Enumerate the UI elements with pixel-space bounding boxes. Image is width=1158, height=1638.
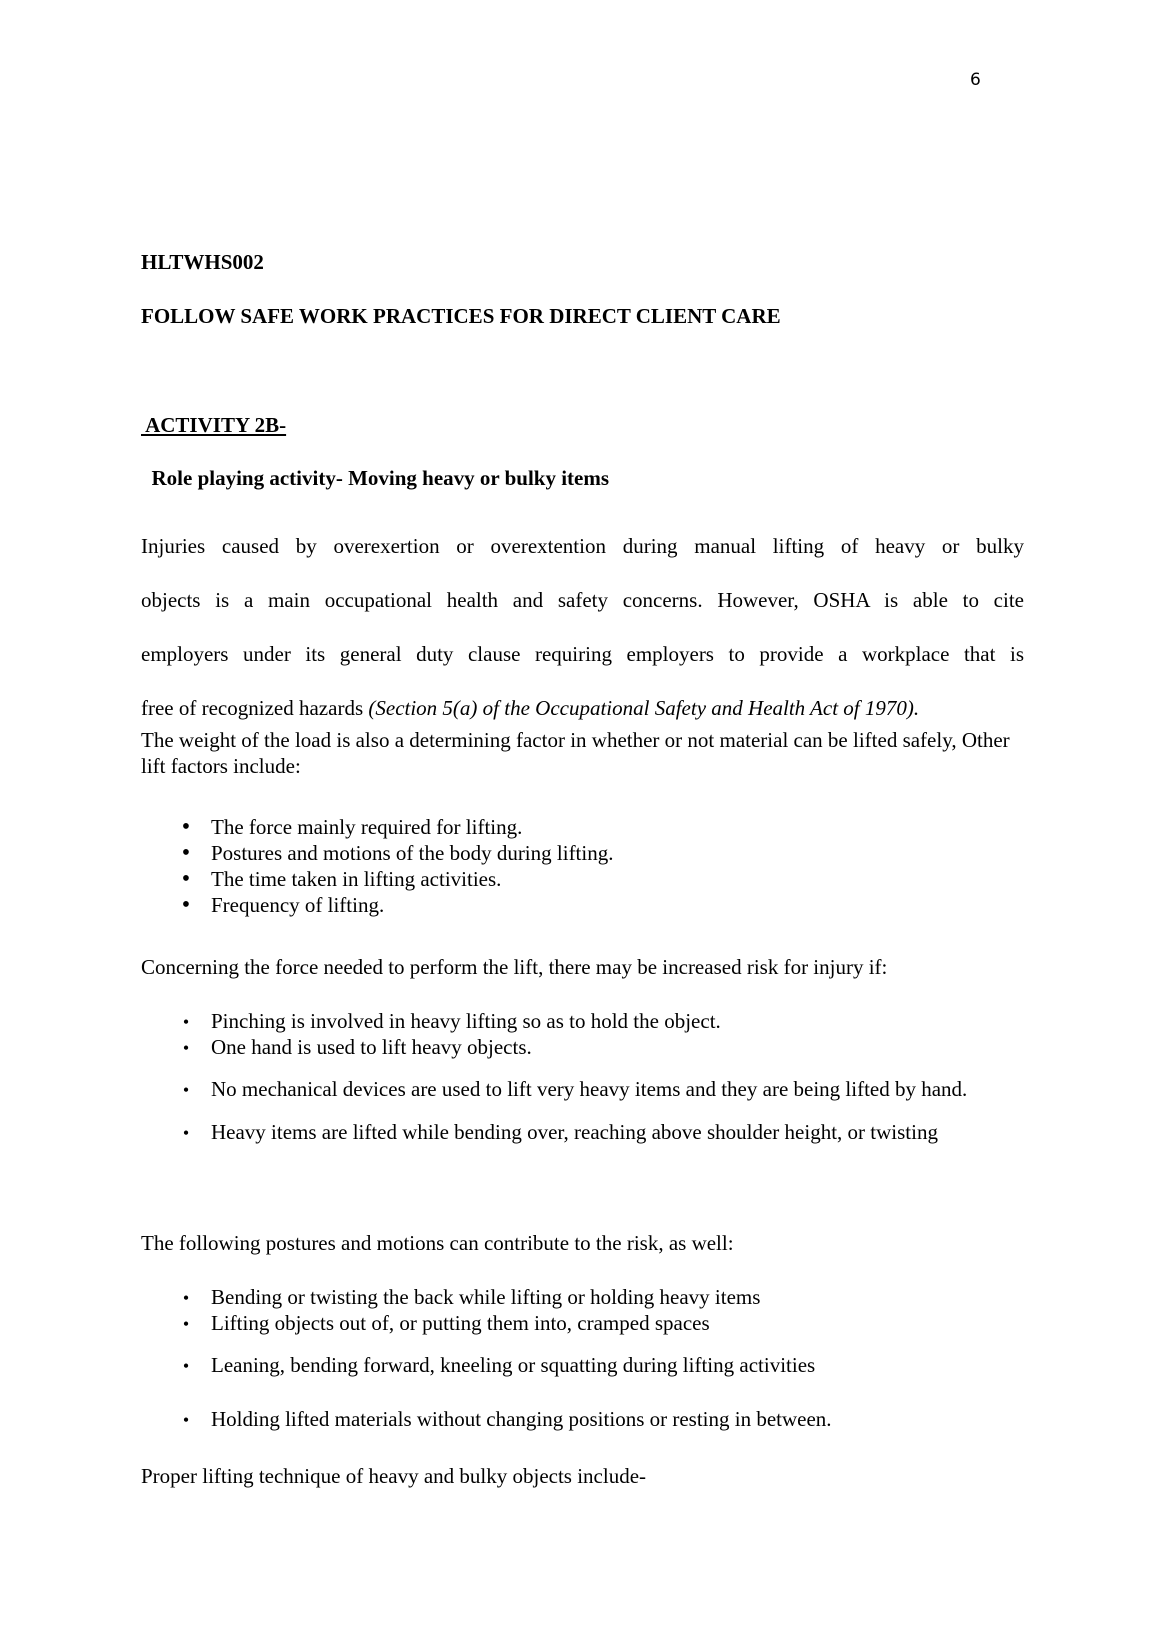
list-item-text: No mechanical devices are used to lift very heavy items and they are being lifted by hand. (211, 1077, 968, 1101)
list-item-text: One hand is used to lift heavy objects. (211, 1035, 532, 1059)
bullet-icon: • (182, 1080, 190, 1100)
intro-line-3: employers under its general duty clause requiring employers to provide a workplace that is (141, 642, 1024, 666)
list-item-text: Frequency of lifting. (211, 893, 385, 917)
list-item (141, 1310, 1024, 1336)
lift-factors-list (141, 814, 1024, 918)
list-item-text: Lifting objects out of, or putting them into, cramped spaces (211, 1311, 710, 1335)
technique-paragraph: Proper lifting technique of heavy and bulky objects include- (141, 1464, 647, 1488)
osha-act-citation: (Section 5(a) of the Occupational Safety and Health Act of 1970). (368, 696, 920, 720)
intro-line-2: objects is a main occupational health and safety concerns. However, OSHA is able to cite (141, 588, 1024, 612)
force-risks-list (141, 1008, 1024, 1145)
list-item (141, 814, 1024, 840)
bullet-icon: • (182, 1356, 190, 1376)
list-item (141, 1284, 1024, 1310)
list-item (141, 1008, 1024, 1034)
list-item (141, 866, 1024, 892)
list-item-text: Postures and motions of the body during lifting. (211, 841, 614, 865)
force-paragraph: Concerning the force needed to perform the lift, there may be increased risk for injury if: (141, 955, 888, 979)
list-item (141, 1034, 1024, 1060)
weight-paragraph: The weight of the load is also a determining factor in whether or not material can be lifted safely, Other lift factors include: (141, 728, 1010, 778)
bullet-icon: • (182, 1123, 190, 1143)
bullet-icon: • (182, 1012, 190, 1032)
list-item (141, 1352, 1024, 1378)
list-item-text: Holding lifted materials without changing positions or resting in between. (211, 1407, 832, 1431)
bullet-icon: • (182, 1314, 190, 1334)
list-item (141, 840, 1024, 866)
list-item (141, 1119, 1024, 1145)
unit-code-heading: HLTWHS002 (141, 250, 264, 274)
list-item (141, 892, 1024, 918)
bullet-icon: • (181, 840, 191, 866)
intro-line-1: Injuries caused by overexertion or overextention during manual lifting of heavy or bulky (141, 534, 1024, 558)
list-item-text: The time taken in lifting activities. (211, 867, 502, 891)
bullet-icon: • (181, 866, 191, 892)
bullet-icon: • (182, 1288, 190, 1308)
list-item-text: The force mainly required for lifting. (211, 815, 523, 839)
bullet-icon: • (181, 814, 191, 840)
activity-heading: ACTIVITY 2B- (141, 413, 287, 437)
posture-risks-list (141, 1284, 1024, 1432)
bullet-icon: • (181, 892, 191, 918)
list-item-text: Pinching is involved in heavy lifting so as to hold the object. (211, 1009, 721, 1033)
unit-title-heading: FOLLOW SAFE WORK PRACTICES FOR DIRECT CLIENT CARE (141, 304, 781, 328)
list-item-text: Heavy items are lifted while bending over, reaching above shoulder height, or twisting (211, 1120, 938, 1144)
activity-subtitle: Role playing activity- Moving heavy or bulky items (141, 466, 610, 490)
bullet-icon: • (182, 1038, 190, 1058)
postures-paragraph: The following postures and motions can contribute to the risk, as well: (141, 1231, 734, 1255)
intro-line-4-text: free of recognized hazards (141, 696, 369, 720)
bullet-icon: • (182, 1410, 190, 1430)
list-item-text: Leaning, bending forward, kneeling or squatting during lifting activities (211, 1353, 816, 1377)
page-number: 6 (970, 70, 981, 90)
list-item-text: Bending or twisting the back while lifting or holding heavy items (211, 1285, 761, 1309)
intro-paragraph (141, 519, 1024, 735)
list-item (141, 1406, 1024, 1432)
list-item (141, 1076, 1024, 1102)
